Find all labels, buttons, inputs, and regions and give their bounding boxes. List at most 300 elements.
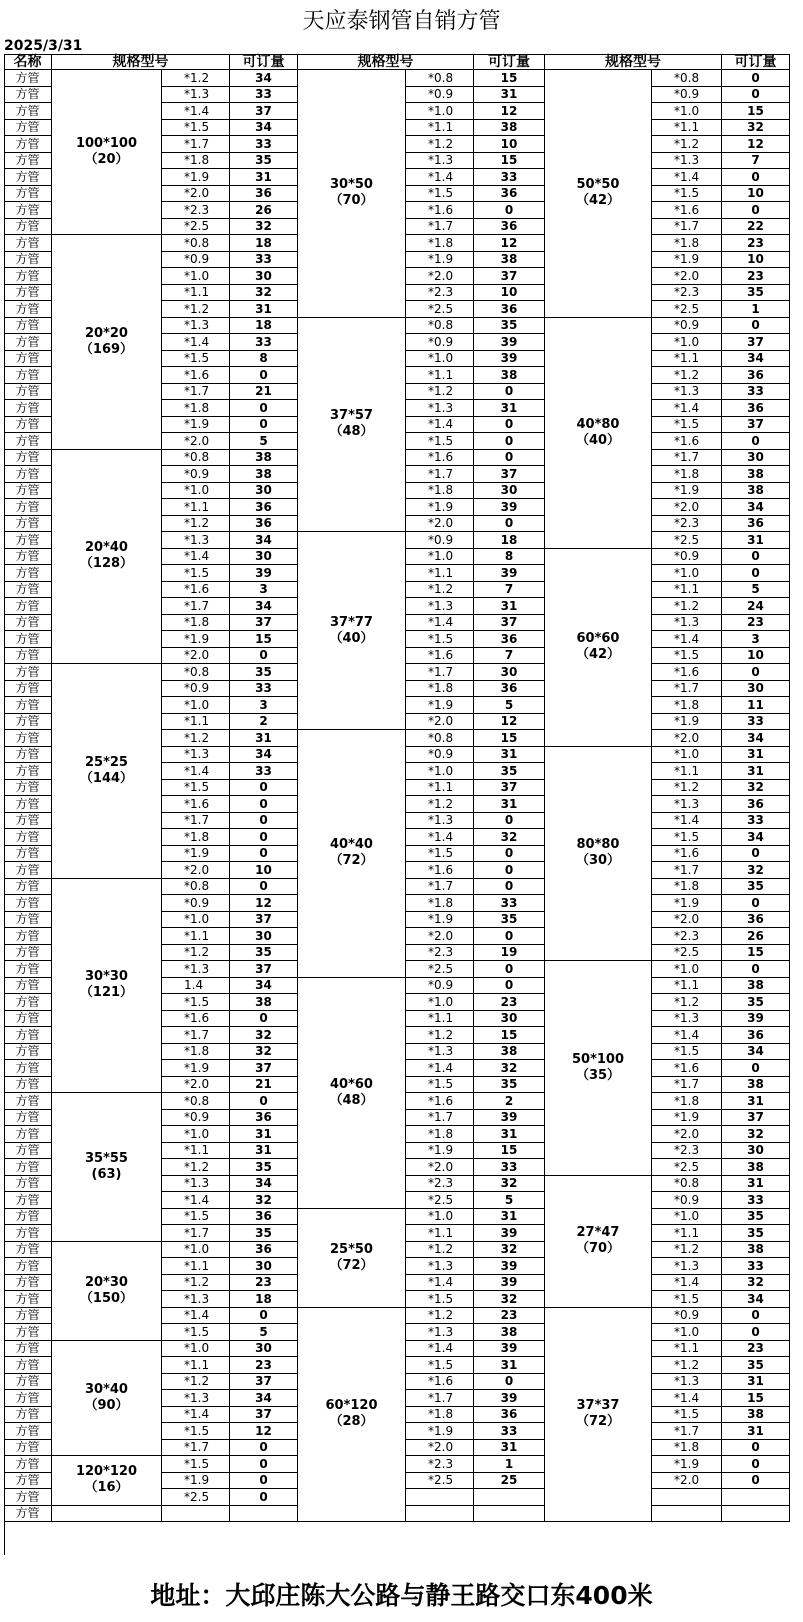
row-name-label: 方管 [4, 1143, 52, 1160]
available-quantity: 1 [474, 1456, 545, 1473]
available-quantity: 31 [474, 1209, 545, 1226]
row-name-label: 方管 [4, 1192, 52, 1209]
row-name-label: 方管 [4, 648, 52, 665]
wall-thickness: *0.9 [406, 334, 474, 351]
available-quantity: 0 [474, 961, 545, 978]
available-quantity: 26 [722, 928, 790, 945]
spec-size: 27*47 [576, 1225, 620, 1240]
available-quantity: 2 [230, 714, 298, 731]
available-quantity: 10 [722, 186, 790, 203]
wall-thickness: *2.0 [406, 1440, 474, 1457]
row-name-label: 方管 [4, 1044, 52, 1061]
wall-thickness: *1.7 [406, 219, 474, 236]
available-quantity: 33 [722, 714, 790, 731]
row-name-label: 方管 [4, 1357, 52, 1374]
spec-size-cell [298, 318, 406, 533]
wall-thickness: *1.8 [406, 483, 474, 500]
wall-thickness: *1.4 [652, 1275, 722, 1292]
available-quantity: 36 [230, 1209, 298, 1226]
header-spec-2: 规格型号 [298, 54, 474, 70]
row-name-label: 方管 [4, 1060, 52, 1077]
wall-thickness: *1.2 [652, 367, 722, 384]
available-quantity: 32 [474, 829, 545, 846]
available-quantity: 35 [230, 664, 298, 681]
wall-thickness: *0.9 [162, 466, 230, 483]
header-qty-2: 可订量 [474, 54, 545, 70]
spec-size-cell [545, 961, 652, 1176]
spec-total: （128） [79, 556, 134, 572]
available-quantity: 37 [722, 417, 790, 434]
wall-thickness: *1.0 [652, 747, 722, 764]
available-quantity: 33 [474, 1159, 545, 1176]
available-quantity: 31 [474, 1440, 545, 1457]
wall-thickness: *0.9 [652, 1192, 722, 1209]
wall-thickness: *1.1 [162, 928, 230, 945]
spec-size-cell [545, 1176, 652, 1308]
available-quantity: 30 [230, 549, 298, 566]
wall-thickness: *0.8 [652, 70, 722, 87]
wall-thickness: *1.4 [406, 615, 474, 632]
wall-thickness: *1.4 [162, 1308, 230, 1325]
available-quantity: 34 [230, 70, 298, 87]
page-title: 天应泰钢管自销方管 [302, 9, 501, 34]
wall-thickness: *2.3 [652, 1143, 722, 1160]
wall-thickness: *2.5 [406, 1473, 474, 1490]
wall-thickness: *1.2 [652, 1242, 722, 1259]
wall-thickness: *1.5 [162, 994, 230, 1011]
available-quantity: 0 [230, 400, 298, 417]
wall-thickness [406, 1506, 474, 1523]
available-quantity: 35 [230, 945, 298, 962]
wall-thickness: *2.3 [406, 1176, 474, 1193]
available-quantity: 23 [474, 1308, 545, 1325]
wall-thickness: *2.0 [652, 912, 722, 929]
row-name-label: 方管 [4, 1126, 52, 1143]
wall-thickness: *1.1 [162, 714, 230, 731]
row-name-label: 方管 [4, 532, 52, 549]
row-name-label: 方管 [4, 598, 52, 615]
wall-thickness: *1.2 [162, 1275, 230, 1292]
available-quantity: 38 [722, 1242, 790, 1259]
wall-thickness: *1.0 [162, 912, 230, 929]
spec-total: (63) [91, 1166, 122, 1182]
header-spec-3: 规格型号 [545, 54, 722, 70]
available-quantity: 39 [474, 1110, 545, 1127]
wall-thickness: *1.3 [406, 598, 474, 615]
available-quantity: 31 [722, 1176, 790, 1193]
row-name-label: 方管 [4, 318, 52, 335]
wall-thickness: *1.1 [162, 1258, 230, 1275]
wall-thickness: *1.5 [162, 780, 230, 797]
wall-thickness: *1.6 [652, 1060, 722, 1077]
available-quantity: 3 [722, 631, 790, 648]
available-quantity: 32 [230, 1027, 298, 1044]
available-quantity: 30 [474, 483, 545, 500]
wall-thickness: *1.5 [652, 648, 722, 665]
wall-thickness: *0.9 [652, 318, 722, 335]
available-quantity: 5 [722, 582, 790, 599]
spec-size-cell [545, 1308, 652, 1523]
spec-size: 37*57 [330, 408, 373, 424]
wall-thickness: *0.9 [652, 87, 722, 104]
wall-thickness: *1.3 [652, 384, 722, 401]
spec-total: （42） [575, 647, 621, 662]
available-quantity: 37 [722, 334, 790, 351]
available-quantity: 1 [722, 301, 790, 318]
available-quantity: 37 [230, 103, 298, 120]
row-name-label: 方管 [4, 1027, 52, 1044]
row-name-label: 方管 [4, 235, 52, 252]
row-name-label: 方管 [4, 615, 52, 632]
available-quantity: 0 [722, 664, 790, 681]
spec-size-cell [52, 235, 162, 450]
available-quantity: 34 [230, 1176, 298, 1193]
available-quantity: 30 [230, 483, 298, 500]
spec-size: 25*25 [85, 754, 128, 770]
available-quantity: 32 [722, 120, 790, 137]
row-name-label: 方管 [4, 433, 52, 450]
wall-thickness: *1.3 [162, 532, 230, 549]
wall-thickness: *1.5 [162, 120, 230, 137]
wall-thickness: *1.2 [162, 1374, 230, 1391]
row-name-label: 方管 [4, 582, 52, 599]
spec-size: 30*40 [85, 1381, 128, 1397]
spec-size: 25*50 [330, 1241, 373, 1257]
spec-total: （121） [79, 985, 134, 1001]
wall-thickness: *1.2 [162, 945, 230, 962]
row-name-label: 方管 [4, 417, 52, 434]
available-quantity: 38 [230, 466, 298, 483]
row-name-label: 方管 [4, 186, 52, 203]
row-name-label: 方管 [4, 400, 52, 417]
wall-thickness: *1.6 [406, 648, 474, 665]
wall-thickness: *1.3 [162, 87, 230, 104]
address-footer: 地址：大邱庄陈大公路与静王路交口东400米 [150, 1581, 653, 1610]
available-quantity: 30 [722, 681, 790, 698]
available-quantity: 38 [722, 1159, 790, 1176]
available-quantity: 30 [230, 268, 298, 285]
wall-thickness: *1.2 [406, 136, 474, 153]
row-name-label: 方管 [4, 730, 52, 747]
available-quantity: 0 [722, 846, 790, 863]
wall-thickness: *1.5 [652, 1407, 722, 1424]
wall-thickness: *1.7 [406, 1390, 474, 1407]
available-quantity: 31 [230, 1126, 298, 1143]
available-quantity: 37 [474, 615, 545, 632]
spec-size-cell [298, 730, 406, 978]
wall-thickness: *1.2 [406, 796, 474, 813]
available-quantity: 12 [474, 235, 545, 252]
wall-thickness: *1.3 [652, 1374, 722, 1391]
wall-thickness: *2.5 [652, 301, 722, 318]
available-quantity: 10 [722, 252, 790, 269]
wall-thickness: *0.8 [162, 450, 230, 467]
row-name-label: 方管 [4, 813, 52, 830]
available-quantity: 38 [474, 1044, 545, 1061]
available-quantity: 39 [474, 565, 545, 582]
wall-thickness: *1.7 [652, 862, 722, 879]
wall-thickness: *1.0 [162, 483, 230, 500]
available-quantity: 38 [474, 120, 545, 137]
available-quantity: 33 [722, 1258, 790, 1275]
wall-thickness: *1.4 [406, 1275, 474, 1292]
wall-thickness: *1.2 [162, 1159, 230, 1176]
wall-thickness: *1.7 [652, 1423, 722, 1440]
available-quantity: 35 [722, 285, 790, 302]
wall-thickness: *1.4 [162, 763, 230, 780]
spec-total: （72） [575, 1414, 621, 1430]
available-quantity: 31 [474, 400, 545, 417]
row-name-label: 方管 [4, 169, 52, 186]
wall-thickness: *1.9 [406, 697, 474, 714]
available-quantity: 0 [474, 202, 545, 219]
available-quantity: 0 [474, 516, 545, 533]
wall-thickness: *1.1 [652, 763, 722, 780]
available-quantity: 38 [722, 483, 790, 500]
available-quantity: 0 [722, 895, 790, 912]
wall-thickness: *1.6 [652, 846, 722, 863]
wall-thickness: *1.5 [406, 433, 474, 450]
wall-thickness: *1.6 [406, 1374, 474, 1391]
available-quantity: 0 [722, 1060, 790, 1077]
available-quantity: 33 [230, 87, 298, 104]
available-quantity: 39 [474, 1275, 545, 1292]
wall-thickness: *1.2 [406, 582, 474, 599]
spec-size-cell [52, 1456, 162, 1506]
row-name-label: 方管 [4, 978, 52, 995]
available-quantity: 23 [474, 994, 545, 1011]
row-name-label: 方管 [4, 202, 52, 219]
wall-thickness: *1.5 [652, 1291, 722, 1308]
wall-thickness: *1.4 [162, 334, 230, 351]
wall-thickness [652, 1489, 722, 1506]
wall-thickness: *1.5 [162, 1456, 230, 1473]
available-quantity: 0 [722, 565, 790, 582]
wall-thickness: *1.3 [406, 153, 474, 170]
wall-thickness: *1.1 [406, 780, 474, 797]
row-name-label: 方管 [4, 1374, 52, 1391]
wall-thickness: *1.2 [652, 1357, 722, 1374]
row-name-label: 方管 [4, 912, 52, 929]
spec-total: （20） [84, 152, 129, 167]
available-quantity: 39 [474, 1390, 545, 1407]
available-quantity: 18 [474, 532, 545, 549]
available-quantity: 0 [230, 417, 298, 434]
row-name-label: 方管 [4, 268, 52, 285]
wall-thickness: *1.7 [652, 450, 722, 467]
available-quantity: 31 [722, 1374, 790, 1391]
available-quantity [474, 1489, 545, 1506]
row-name-label: 方管 [4, 1324, 52, 1341]
wall-thickness: *0.8 [406, 730, 474, 747]
row-name-label: 方管 [4, 351, 52, 368]
wall-thickness: *1.1 [652, 351, 722, 368]
available-quantity: 23 [722, 615, 790, 632]
wall-thickness: *0.8 [406, 70, 474, 87]
wall-thickness: *1.9 [406, 1423, 474, 1440]
wall-thickness: *1.5 [652, 1044, 722, 1061]
available-quantity: 0 [230, 1456, 298, 1473]
spec-size-cell [52, 70, 162, 235]
spec-size-cell [52, 1093, 162, 1242]
available-quantity: 0 [722, 1308, 790, 1325]
available-quantity: 34 [722, 351, 790, 368]
wall-thickness: *1.0 [652, 961, 722, 978]
wall-thickness: *1.9 [652, 714, 722, 731]
available-quantity: 10 [722, 648, 790, 665]
available-quantity: 35 [230, 153, 298, 170]
wall-thickness: *1.0 [162, 268, 230, 285]
wall-thickness: *1.3 [162, 747, 230, 764]
wall-thickness: *1.2 [162, 301, 230, 318]
wall-thickness: *1.9 [162, 631, 230, 648]
wall-thickness: *0.9 [162, 252, 230, 269]
wall-thickness: *1.3 [162, 318, 230, 335]
available-quantity: 31 [230, 169, 298, 186]
spec-total: （16） [84, 1480, 129, 1496]
wall-thickness: *1.6 [652, 664, 722, 681]
wall-thickness: *0.8 [162, 235, 230, 252]
wall-thickness: *1.6 [162, 582, 230, 599]
available-quantity: 39 [474, 1258, 545, 1275]
row-name-label: 方管 [4, 565, 52, 582]
spec-size: 20*40 [85, 540, 128, 556]
available-quantity: 38 [474, 1324, 545, 1341]
available-quantity: 21 [230, 384, 298, 401]
wall-thickness: *1.3 [406, 400, 474, 417]
wall-thickness: *1.6 [652, 433, 722, 450]
wall-thickness: *0.8 [162, 1093, 230, 1110]
row-name-label: 方管 [4, 1341, 52, 1358]
wall-thickness: *0.9 [406, 87, 474, 104]
available-quantity: 31 [722, 1093, 790, 1110]
wall-thickness: *2.0 [162, 648, 230, 665]
spec-size: 30*50 [330, 177, 373, 193]
row-name-label: 方管 [4, 1506, 52, 1523]
row-name-label: 方管 [4, 945, 52, 962]
wall-thickness: *1.1 [406, 120, 474, 137]
available-quantity: 39 [474, 1341, 545, 1358]
spec-size: 60*120 [325, 1398, 378, 1414]
wall-thickness: *1.3 [406, 813, 474, 830]
available-quantity: 0 [230, 367, 298, 384]
available-quantity: 31 [722, 1423, 790, 1440]
available-quantity: 37 [230, 912, 298, 929]
wall-thickness: *2.0 [652, 730, 722, 747]
available-quantity: 19 [474, 945, 545, 962]
spec-size: 40*60 [330, 1076, 373, 1092]
wall-thickness: *1.9 [162, 169, 230, 186]
available-quantity: 7 [474, 648, 545, 665]
row-name-label: 方管 [4, 136, 52, 153]
wall-thickness: *1.8 [652, 1440, 722, 1457]
wall-thickness: *1.4 [652, 813, 722, 830]
wall-thickness: *1.7 [162, 1440, 230, 1457]
spec-size-cell [52, 879, 162, 1094]
available-quantity: 0 [474, 879, 545, 896]
available-quantity: 15 [230, 631, 298, 648]
spec-size: 50*50 [576, 177, 620, 193]
wall-thickness: *1.1 [162, 285, 230, 302]
available-quantity: 0 [722, 433, 790, 450]
wall-thickness: *1.9 [162, 1473, 230, 1490]
wall-thickness: *1.3 [406, 1044, 474, 1061]
spec-size-cell [545, 318, 652, 549]
available-quantity: 38 [230, 994, 298, 1011]
wall-thickness: *2.3 [406, 285, 474, 302]
available-quantity: 0 [230, 829, 298, 846]
spec-total: （70） [329, 193, 374, 209]
row-name-label: 方管 [4, 219, 52, 236]
row-name-label: 方管 [4, 466, 52, 483]
wall-thickness: *1.1 [406, 565, 474, 582]
spec-size: 37*77 [330, 614, 373, 630]
available-quantity: 25 [474, 1473, 545, 1490]
available-quantity: 34 [722, 1291, 790, 1308]
available-quantity: 3 [230, 582, 298, 599]
spec-size-cell [545, 747, 652, 962]
spec-size: 20*20 [85, 325, 128, 341]
spec-total: （40） [329, 630, 374, 646]
wall-thickness: *1.9 [652, 483, 722, 500]
available-quantity: 0 [722, 169, 790, 186]
row-name-label: 方管 [4, 796, 52, 813]
wall-thickness: *0.9 [652, 549, 722, 566]
available-quantity: 35 [230, 1159, 298, 1176]
available-quantity: 37 [230, 1407, 298, 1424]
available-quantity: 23 [722, 268, 790, 285]
available-quantity: 38 [474, 367, 545, 384]
wall-thickness: *1.0 [162, 1341, 230, 1358]
wall-thickness: *1.5 [652, 186, 722, 203]
wall-thickness: *1.6 [162, 796, 230, 813]
row-name-label: 方管 [4, 120, 52, 137]
wall-thickness: *0.8 [652, 1176, 722, 1193]
wall-thickness: *1.5 [406, 1357, 474, 1374]
wall-thickness: *1.0 [406, 994, 474, 1011]
wall-thickness: *2.0 [162, 1077, 230, 1094]
wall-thickness: *2.5 [162, 219, 230, 236]
available-quantity: 0 [722, 961, 790, 978]
spec-size-cell [52, 1506, 162, 1523]
available-quantity: 37 [230, 1374, 298, 1391]
wall-thickness: *2.5 [652, 945, 722, 962]
wall-thickness: *1.2 [162, 70, 230, 87]
available-quantity: 10 [474, 136, 545, 153]
available-quantity: 36 [722, 1027, 790, 1044]
wall-thickness: *1.5 [162, 565, 230, 582]
wall-thickness: *1.4 [406, 417, 474, 434]
wall-thickness: *1.3 [652, 796, 722, 813]
wall-thickness: *1.0 [162, 1126, 230, 1143]
wall-thickness: *1.4 [162, 1192, 230, 1209]
wall-thickness: *1.3 [652, 615, 722, 632]
available-quantity: 31 [474, 796, 545, 813]
available-quantity: 36 [722, 400, 790, 417]
available-quantity: 31 [230, 1143, 298, 1160]
available-quantity: 36 [474, 301, 545, 318]
wall-thickness: *2.0 [652, 1473, 722, 1490]
available-quantity: 0 [474, 978, 545, 995]
row-name-label: 方管 [4, 1489, 52, 1506]
wall-thickness: *1.9 [162, 417, 230, 434]
available-quantity: 10 [230, 862, 298, 879]
row-name-label: 方管 [4, 681, 52, 698]
available-quantity: 15 [474, 730, 545, 747]
available-quantity: 32 [722, 780, 790, 797]
wall-thickness: *2.0 [652, 1126, 722, 1143]
available-quantity: 32 [722, 862, 790, 879]
